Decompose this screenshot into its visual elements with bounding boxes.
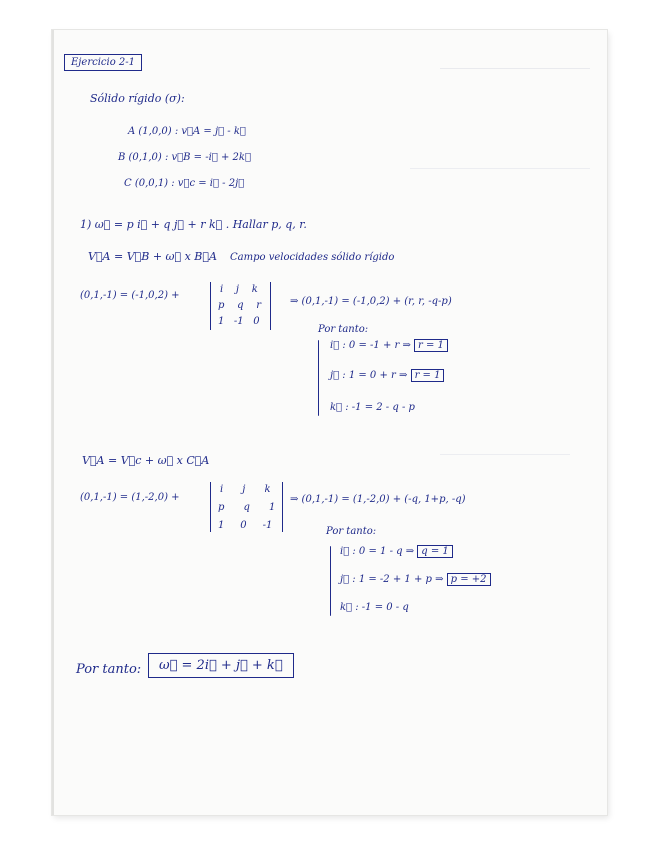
point-b: B (0,1,0) : v⃗B = -i⃗ + 2k⃗ [118, 152, 251, 163]
part1-det-row: i j k [220, 284, 258, 295]
part2-result: ⇒ (0,1,-1) = (1,-2,0) + (-q, 1+p, -q) [290, 494, 466, 505]
part1-result: ⇒ (0,1,-1) = (-1,0,2) + (r, r, -q-p) [290, 296, 452, 307]
notebook-page [52, 30, 607, 815]
system-brace [330, 546, 331, 616]
part1-eq-j: j⃗ : 1 = 0 + r ⇒ r = 1 [330, 370, 444, 381]
point-a: A (1,0,0) : v⃗A = j⃗ - k⃗ [128, 126, 246, 137]
question: 1) ω⃗ = p i⃗ + q j⃗ + r k⃗ . Hallar p, q, r. [80, 218, 307, 231]
part2-det-row: 1 0 -1 [218, 520, 273, 531]
part2-eq-k: k⃗ : -1 = 0 - q [340, 602, 409, 613]
part1-eq-k: k⃗ : -1 = 2 - q - p [330, 402, 415, 413]
page-margin-line [52, 30, 54, 815]
final-label: Por tanto: [76, 662, 142, 677]
part2-det-row: p q 1 [218, 502, 276, 513]
part2-eq-i: i⃗ : 0 = 1 - q ⇒ q = 1 [340, 546, 453, 557]
part2-por-tanto: Por tanto: [326, 526, 377, 537]
part1-det-row: 1 -1 0 [218, 316, 260, 327]
part2-det-row: i j k [220, 484, 271, 495]
part1-eq-i: i⃗ : 0 = -1 + r ⇒ r = 1 [330, 340, 448, 351]
determinant-bar-left [210, 482, 211, 532]
part2-lhs: (0,1,-1) = (1,-2,0) + [80, 492, 180, 503]
final-answer: ω⃗ = 2i⃗ + j⃗ + k⃗ [148, 654, 294, 673]
subtitle: Sólido rígido (σ): [90, 92, 185, 105]
bleed-through-mark [440, 440, 570, 455]
part1-por-tanto: Por tanto: [318, 324, 369, 335]
determinant-bar-left [210, 282, 211, 330]
part1-note: Campo velocidades sólido rígido [230, 252, 395, 263]
system-brace [318, 340, 319, 416]
determinant-bar-right [270, 282, 271, 330]
point-c: C (0,0,1) : v⃗c = i⃗ - 2j⃗ [124, 178, 245, 189]
part1-lhs: (0,1,-1) = (-1,0,2) + [80, 290, 180, 301]
part1-det-row: p q r [218, 300, 262, 311]
part1-equation: V⃗A = V⃗B + ω⃗ x B⃗A [88, 250, 217, 263]
exercise-title: Ejercicio 2-1 [64, 50, 142, 69]
determinant-bar-right [282, 482, 283, 532]
part2-equation: V⃗A = V⃗c + ω⃗ x C⃗A [82, 454, 210, 467]
bleed-through-mark [410, 150, 590, 169]
part2-eq-j: j⃗ : 1 = -2 + 1 + p ⇒ p = +2 [340, 574, 491, 585]
bleed-through-mark [440, 58, 590, 69]
